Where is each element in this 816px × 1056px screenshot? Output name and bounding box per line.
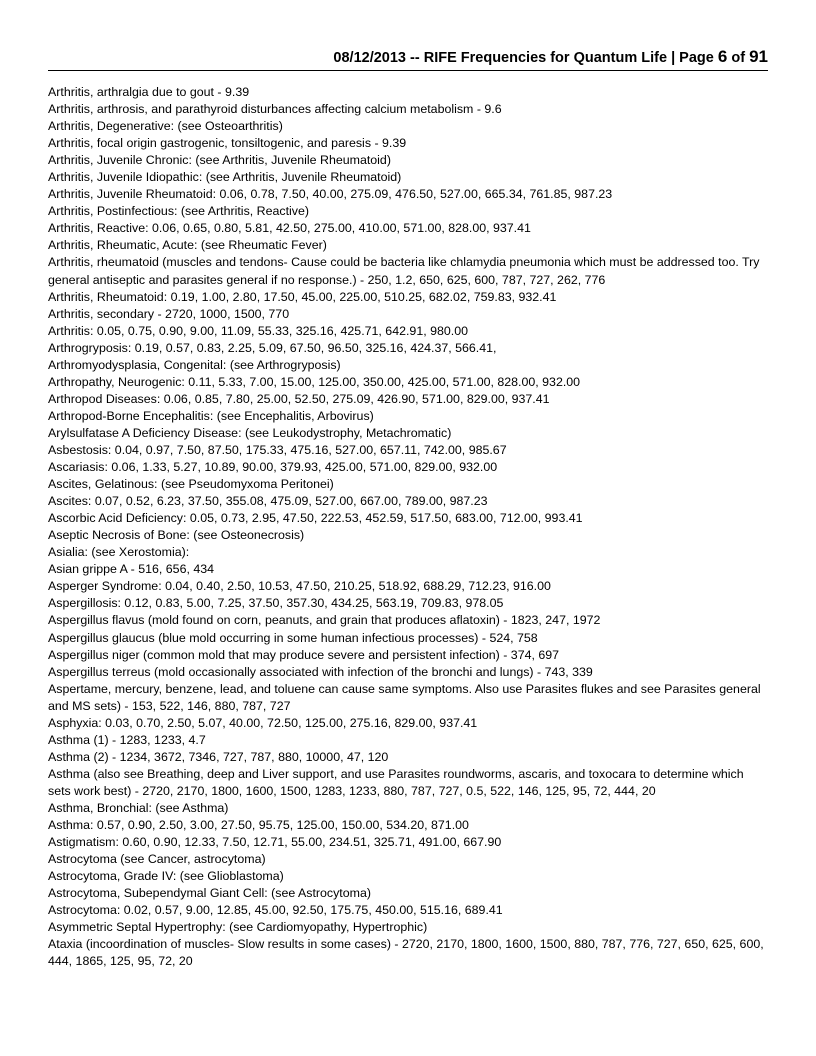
header-title: RIFE Frequencies for Quantum Life xyxy=(423,50,668,66)
frequency-entry: Asthma (also see Breathing, deep and Liver support, and use Parasites roundworms, ascaris, and toxocara to determine which sets work best) - 2720, 2170, 1800, 1600, 1500, 1283, 1233, 880, 787, 727, 0.5, 522, 146, 125, 95, 72, 444, 20 xyxy=(48,766,744,798)
frequency-entry: Arthropathy, Neurogenic: 0.11, 5.33, 7.00, 15.00, 125.00, 350.00, 425.00, 571.00, 828.00, 932.00 xyxy=(48,374,581,389)
frequency-entry: Asperger Syndrome: 0.04, 0.40, 2.50, 10.53, 47.50, 210.25, 518.92, 688.29, 712.23, 916.00 xyxy=(48,579,551,594)
header-of-label: of xyxy=(731,50,746,66)
frequency-entry: Asbestosis: 0.04, 0.97, 7.50, 87.50, 175.33, 475.16, 527.00, 657.11, 742.00, 985.67 xyxy=(48,442,507,457)
frequency-entry: Arthritis: 0.05, 0.75, 0.90, 9.00, 11.09, 55.33, 325.16, 425.71, 642.91, 980.00 xyxy=(48,323,468,338)
page-header xyxy=(333,46,768,68)
frequency-entry: Aspertame, mercury, benzene, lead, and toluene can cause same symptoms. Also use Parasites flukes and see Parasites general and MS sets) - 153, 522, 146, 880, 787, 727 xyxy=(48,681,761,713)
frequency-entry: Asthma, Bronchial: (see Asthma) xyxy=(48,800,229,815)
frequency-entry: Arthritis, Juvenile Chronic: (see Arthritis, Juvenile Rheumatoid) xyxy=(48,153,391,168)
frequency-entry: Arthromyodysplasia, Congenital: (see Arthrogryposis) xyxy=(48,357,341,372)
header-total-pages: 91 xyxy=(749,47,768,66)
header-date: 08/12/2013 xyxy=(333,50,406,66)
frequency-entry: Aspergillus niger (common mold that may produce severe and persistent infection) - 374, 697 xyxy=(48,647,560,662)
frequency-entry: Asialia: (see Xerostomia): xyxy=(48,545,190,560)
frequency-entry: Asthma (2) - 1234, 3672, 7346, 727, 787, 880, 10000, 47, 120 xyxy=(48,749,389,764)
frequency-entry: Ataxia (incoordination of muscles- Slow results in some cases) - 2720, 2170, 1800, 1600, 1500, 880, 787, 776, 727, 650, 625, 600, 444, 1865, 125, 95, 72, 20 xyxy=(48,937,764,969)
header-page-number: 6 xyxy=(717,47,728,66)
frequency-entry: Astrocytoma: 0.02, 0.57, 9.00, 12.85, 45.00, 92.50, 175.75, 450.00, 515.16, 689.41 xyxy=(48,903,503,918)
frequency-entry-list xyxy=(48,84,768,970)
frequency-entry: Arthritis, secondary - 2720, 1000, 1500, 770 xyxy=(48,306,290,321)
frequency-entry: Asphyxia: 0.03, 0.70, 2.50, 5.07, 40.00, 72.50, 125.00, 275.16, 829.00, 937.41 xyxy=(48,715,478,730)
frequency-entry: Arthritis, Postinfectious: (see Arthritis, Reactive) xyxy=(48,204,309,219)
frequency-entry: Arylsulfatase A Deficiency Disease: (see Leukodystrophy, Metachromatic) xyxy=(48,425,452,440)
frequency-entry: Aspergillosis: 0.12, 0.83, 5.00, 7.25, 37.50, 357.30, 434.25, 563.19, 709.83, 978.05 xyxy=(48,596,504,611)
frequency-entry: Aspergillus flavus (mold found on corn, peanuts, and grain that produces aflatoxin) - 1823, 247, 1972 xyxy=(48,613,601,628)
frequency-entry: Arthritis, Rheumatoid: 0.19, 1.00, 2.80, 17.50, 45.00, 225.00, 510.25, 682.02, 759.83, 932.41 xyxy=(48,289,557,304)
frequency-entry: Asthma: 0.57, 0.90, 2.50, 3.00, 27.50, 95.75, 125.00, 150.00, 534.20, 871.00 xyxy=(48,818,469,833)
frequency-entry: Arthritis, arthrosis, and parathyroid disturbances affecting calcium metabolism - 9.6 xyxy=(48,102,502,117)
frequency-entry: Astrocytoma, Subependymal Giant Cell: (see Astrocytoma) xyxy=(48,886,371,901)
frequency-entry: Aspergillus glaucus (blue mold occurring in some human infectious processes) - 524, 758 xyxy=(48,630,538,645)
frequency-entry: Arthritis, Reactive: 0.06, 0.65, 0.80, 5.81, 42.50, 275.00, 410.00, 571.00, 828.00, 937.41 xyxy=(48,221,531,236)
header-pipe: | xyxy=(671,50,676,66)
frequency-entry: Aspergillus terreus (mold occasionally associated with infection of the bronchi and lungs) - 743, 339 xyxy=(48,664,593,679)
frequency-entry: Astrocytoma, Grade IV: (see Glioblastoma) xyxy=(48,869,284,884)
frequency-entry: Arthritis, rheumatoid (muscles and tendons- Cause could be bacteria like chlamydia pneumonia which must be addressed too. Try general antiseptic and parasites general if no response.) - 250, 1.2, 650, 625, 600, 787, 727, 262, 776 xyxy=(48,255,760,287)
frequency-entry: Asian grippe A - 516, 656, 434 xyxy=(48,562,215,577)
frequency-entry: Astigmatism: 0.60, 0.90, 12.33, 7.50, 12.71, 55.00, 234.51, 325.71, 491.00, 667.90 xyxy=(48,835,502,850)
frequency-entry: Arthritis, arthralgia due to gout - 9.39 xyxy=(48,85,250,99)
frequency-entry: Ascorbic Acid Deficiency: 0.05, 0.73, 2.95, 47.50, 222.53, 452.59, 517.50, 683.00, 712.00, 993.41 xyxy=(48,511,583,526)
frequency-entry: Ascites, Gelatinous: (see Pseudomyxoma Peritonei) xyxy=(48,477,334,492)
frequency-entry: Asymmetric Septal Hypertrophy: (see Cardiomyopathy, Hypertrophic) xyxy=(48,920,428,935)
frequency-entry: Arthritis, Degenerative: (see Osteoarthritis) xyxy=(48,119,283,134)
header-separator: -- xyxy=(410,50,420,66)
frequency-entry: Arthritis, focal origin gastrogenic, tonsiltogenic, and paresis - 9.39 xyxy=(48,136,407,151)
frequency-entry: Arthritis, Rheumatic, Acute: (see Rheumatic Fever) xyxy=(48,238,327,253)
frequency-entry: Ascites: 0.07, 0.52, 6.23, 37.50, 355.08, 475.09, 527.00, 667.00, 789.00, 987.23 xyxy=(48,494,488,509)
frequency-entry: Arthropod-Borne Encephalitis: (see Encephalitis, Arbovirus) xyxy=(48,408,374,423)
frequency-entry: Aseptic Necrosis of Bone: (see Osteonecrosis) xyxy=(48,528,305,543)
frequency-entry: Arthritis, Juvenile Rheumatoid: 0.06, 0.78, 7.50, 40.00, 275.09, 476.50, 527.00, 665.34, 761.85, 987.23 xyxy=(48,187,613,202)
frequency-entry: Astrocytoma (see Cancer, astrocytoma) xyxy=(48,852,266,867)
header-page-label: Page xyxy=(679,50,714,66)
frequency-entry: Arthropod Diseases: 0.06, 0.85, 7.80, 25.00, 52.50, 275.09, 426.90, 571.00, 829.00, 937.41 xyxy=(48,391,550,406)
header-rule xyxy=(48,70,768,71)
frequency-entry: Arthrogryposis: 0.19, 0.57, 0.83, 2.25, 5.09, 67.50, 96.50, 325.16, 424.37, 566.41, xyxy=(48,340,497,355)
frequency-entry: Asthma (1) - 1283, 1233, 4.7 xyxy=(48,732,206,747)
frequency-entry: Ascariasis: 0.06, 1.33, 5.27, 10.89, 90.00, 379.93, 425.00, 571.00, 829.00, 932.00 xyxy=(48,460,498,475)
frequency-entry: Arthritis, Juvenile Idiopathic: (see Arthritis, Juvenile Rheumatoid) xyxy=(48,170,402,185)
